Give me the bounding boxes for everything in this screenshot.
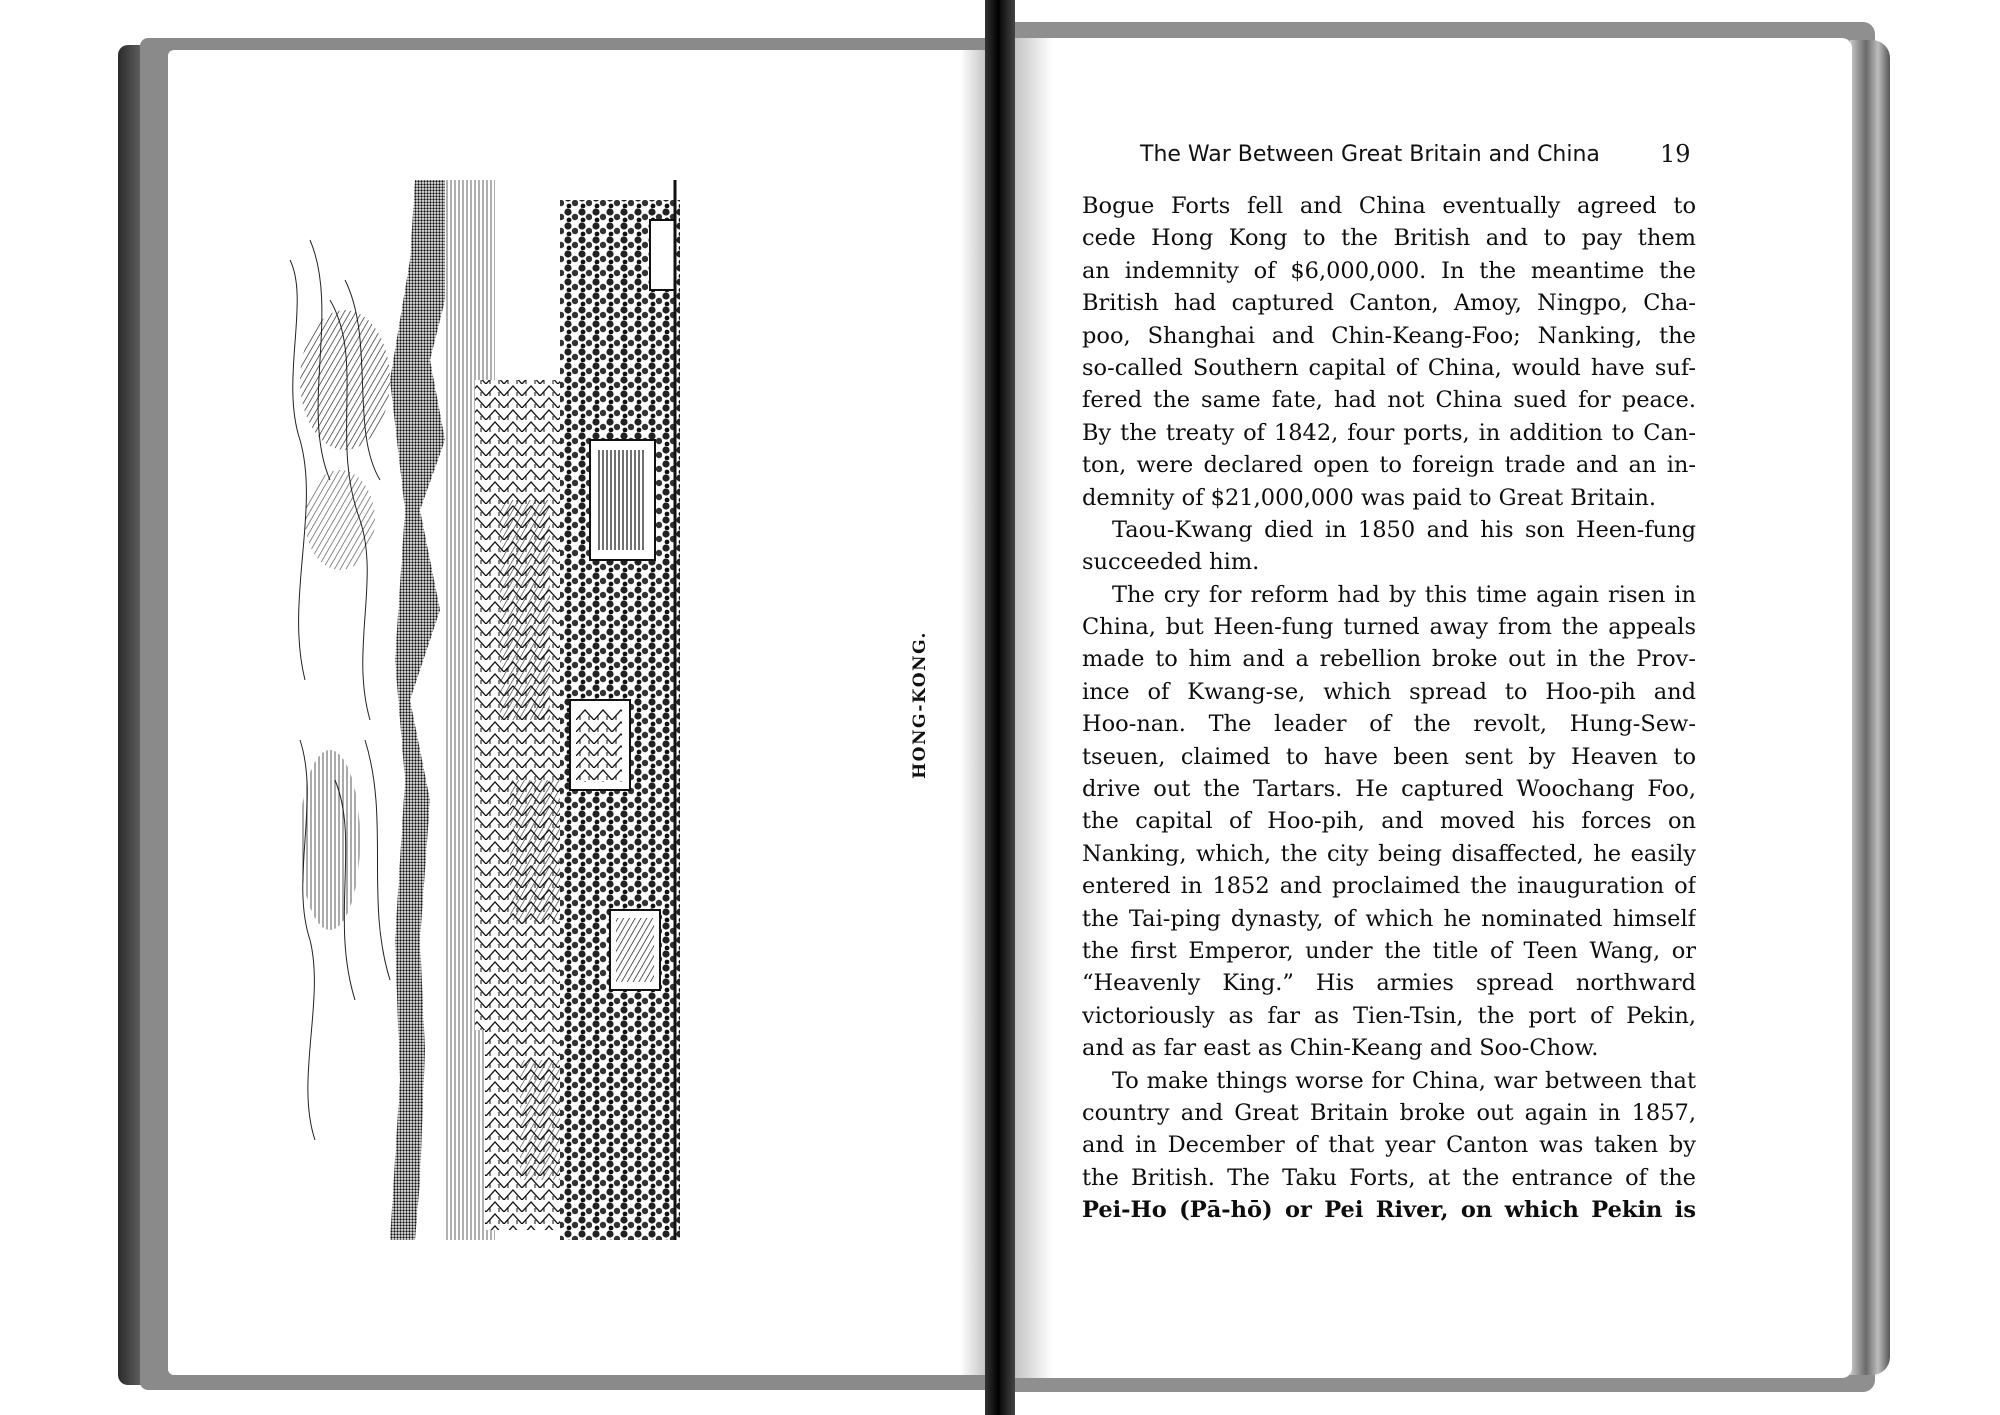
text-line: Nanking, which, the city being disaffected, he easily <box>1082 840 1696 867</box>
right-book-edge <box>1850 40 1890 1375</box>
text-line: “Heavenly King.” His armies spread northward <box>1082 970 1696 997</box>
hong-kong-engraving <box>270 180 680 1240</box>
text-line: and as far east as Chin-Keang and Soo-Chow. <box>1082 1035 1599 1062</box>
text-line: Taou-Kwang died in 1850 and his son Heen-fung <box>1112 516 1696 543</box>
body-text <box>1082 190 1696 1227</box>
text-line: Bogue Forts fell and China eventually agreed to <box>1082 193 1696 219</box>
text-line: drive out the Tartars. He captured Woochang Foo, <box>1082 776 1696 803</box>
text-line: fered the same fate, had not China sued for peace. <box>1082 387 1696 414</box>
text-line: China, but Heen-fung turned away from the appeals <box>1082 614 1696 641</box>
text-line: ince of Kwang-se, which spread to Hoo-pih and <box>1082 678 1696 705</box>
text-line: the capital of Hoo-pih, and moved his forces on <box>1082 808 1696 835</box>
left-page-shadow <box>960 50 988 1375</box>
text-line: an indemnity of $6,000,000. In the meantime the <box>1082 257 1696 284</box>
text-line: demnity of $21,000,000 was paid to Great Britain. <box>1082 484 1657 511</box>
text-line: the Tai-ping dynasty, of which he nominated himself <box>1082 905 1696 932</box>
text-line: the British. The Taku Forts, at the entrance of the <box>1082 1164 1696 1191</box>
text-line: so-called Southern capital of China, would have suf- <box>1082 354 1696 381</box>
text-line: made to him and a rebellion broke out in the Prov- <box>1082 646 1696 673</box>
text-line: poo, Shanghai and Chin-Keang-Foo; Nanking, the <box>1082 322 1696 349</box>
text-line: ton, were declared open to foreign trade and an in- <box>1082 452 1696 479</box>
engraving-illustration <box>270 180 680 1240</box>
text-line: The cry for reform had by this time again risen in <box>1112 581 1696 608</box>
text-line: cede Hong Kong to the British and to pay them <box>1082 225 1696 252</box>
text-line: country and Great Britain broke out again in 1857, <box>1082 1099 1696 1126</box>
text-line: To make things worse for China, war between that <box>1112 1067 1696 1094</box>
plate-caption: HONG-KONG. <box>910 631 930 779</box>
text-line: Hoo-nan. The leader of the revolt, Hung-Sew- <box>1082 711 1696 738</box>
text-line: and in December of that year Canton was taken by <box>1082 1132 1696 1159</box>
running-head: The War Between Great Britain and China <box>1140 142 1600 167</box>
text-line: entered in 1852 and proclaimed the inauguration of <box>1082 873 1696 900</box>
text-line: victoriously as far as Tien-Tsin, the port of Pekin, <box>1082 1002 1696 1029</box>
right-page-shadow <box>1012 38 1052 1378</box>
text-line: By the treaty of 1842, four ports, in addition to Can- <box>1082 419 1696 446</box>
page-number: 19 <box>1660 140 1691 168</box>
text-line: succeeded him. <box>1082 549 1260 576</box>
text-line: Pei-Ho (Pā-hō) or Pei River, on which Pekin is <box>1082 1197 1696 1224</box>
book-gutter <box>985 0 1015 1415</box>
text-line: tseuen, claimed to have been sent by Heaven to <box>1082 743 1696 770</box>
text-line: the first Emperor, under the title of Teen Wang, or <box>1082 937 1696 964</box>
text-line: British had captured Canton, Amoy, Ningpo, Cha- <box>1082 290 1696 317</box>
